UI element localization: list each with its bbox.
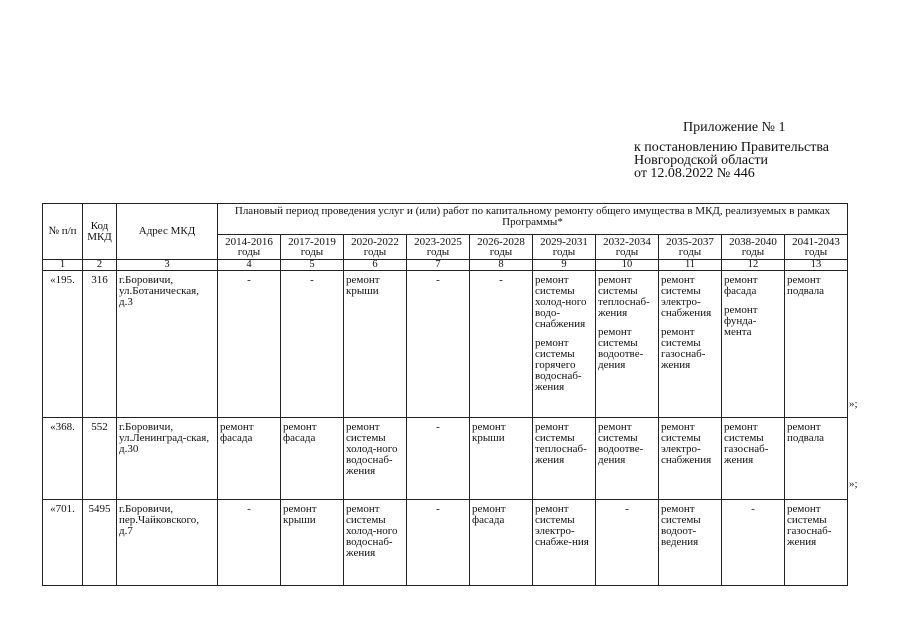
work-item: ремонт системы электро-снабжения — [661, 274, 712, 319]
work-item: ремонт фасада — [472, 503, 506, 526]
work-cell — [659, 500, 722, 586]
appendix-title: Приложение № 1 — [683, 120, 786, 135]
header-year: 2023-2025 годы — [407, 235, 470, 260]
work-item: ремонт системы водоот-ведения — [661, 503, 701, 548]
work-item: ремонт подвала — [787, 421, 825, 444]
building-address: г.Боровичи, пер.Чайковского, д.7 — [117, 500, 218, 586]
row-number: «195. — [43, 271, 83, 418]
header-number: № п/п — [43, 204, 83, 260]
work-item: - — [499, 274, 503, 286]
work-item: ремонт системы теплоснаб-жения — [535, 421, 587, 466]
work-cell — [596, 271, 659, 418]
header-address: Адрес МКД — [117, 204, 218, 260]
column-number: 5 — [281, 260, 344, 271]
row-number: «701. — [43, 500, 83, 586]
column-number: 4 — [218, 260, 281, 271]
work-cell — [281, 500, 344, 586]
header-year: 2032-2034 годы — [596, 235, 659, 260]
work-item: ремонт системы газоснаб-жения — [724, 421, 769, 466]
work-cell — [407, 500, 470, 586]
work-item: ремонт фасада — [283, 421, 317, 444]
work-cell — [470, 418, 533, 500]
work-item: - — [247, 503, 251, 515]
header-year: 2029-2031 годы — [533, 235, 596, 260]
work-item: ремонт системы водоотве-дения — [598, 421, 644, 466]
work-item: ремонт фасада — [220, 421, 254, 444]
work-cell — [722, 500, 785, 586]
work-cell — [281, 271, 344, 418]
work-item: - — [436, 503, 440, 515]
table-row — [43, 418, 848, 500]
table-row — [43, 500, 848, 586]
work-cell — [533, 271, 596, 418]
work-cell — [344, 418, 407, 500]
header-plan-period: Плановый период проведения услуг и (или) работ по капитальному ремонту общего имущества в МКД, реализуемых в рамках Программы* — [218, 204, 848, 235]
work-item: - — [751, 503, 755, 515]
work-item: ремонт системы газоснаб-жения — [661, 326, 706, 371]
work-cell — [722, 418, 785, 500]
work-cell — [281, 418, 344, 500]
resolution-reference: к постановлению Правительства Новгородской области от 12.08.2022 № 446 — [634, 140, 830, 181]
repair-schedule-table — [42, 203, 848, 586]
work-cell — [470, 500, 533, 586]
work-item: ремонт фасада — [724, 274, 758, 297]
work-item: ремонт системы горячего водоснаб-жения — [535, 337, 582, 393]
work-cell — [407, 271, 470, 418]
work-item: ремонт крыши — [472, 421, 506, 444]
work-cell — [596, 500, 659, 586]
work-item: ремонт системы теплоснаб-жения — [598, 274, 650, 319]
header-year: 2014-2016 годы — [218, 235, 281, 260]
work-item: ремонт системы газоснаб-жения — [787, 503, 832, 548]
work-item: - — [436, 274, 440, 286]
header-year: 2017-2019 годы — [281, 235, 344, 260]
work-cell — [785, 271, 848, 418]
column-number: 7 — [407, 260, 470, 271]
work-cell — [218, 271, 281, 418]
work-cell — [533, 418, 596, 500]
work-item: ремонт системы водоотве-дения — [598, 326, 644, 371]
work-item: ремонт фунда-мента — [724, 304, 758, 338]
work-item: ремонт системы холод-ного водоснаб-жения — [346, 503, 398, 559]
row-closing-mark: »; — [849, 398, 858, 410]
header-year: 2038-2040 годы — [722, 235, 785, 260]
header-year: 2035-2037 годы — [659, 235, 722, 260]
work-cell — [407, 418, 470, 500]
work-item: ремонт системы холод-ного водоснаб-жения — [346, 421, 398, 477]
column-number: 11 — [659, 260, 722, 271]
work-item: - — [247, 274, 251, 286]
work-cell — [344, 271, 407, 418]
work-item: ремонт системы электро-снабже-ния — [535, 503, 589, 548]
building-code: 316 — [83, 271, 117, 418]
work-cell — [659, 418, 722, 500]
work-cell — [596, 418, 659, 500]
work-cell — [470, 271, 533, 418]
work-item: ремонт подвала — [787, 274, 825, 297]
table-row — [43, 271, 848, 418]
work-cell — [533, 500, 596, 586]
work-cell — [218, 418, 281, 500]
building-address: г.Боровичи, ул.Ленинград-ская, д.30 — [117, 418, 218, 500]
work-cell — [659, 271, 722, 418]
header-year: 2041-2043 годы — [785, 235, 848, 260]
work-item: - — [625, 503, 629, 515]
column-number: 2 — [83, 260, 117, 271]
header-year: 2026-2028 годы — [470, 235, 533, 260]
work-cell — [785, 418, 848, 500]
work-cell — [785, 500, 848, 586]
work-item: ремонт крыши — [283, 503, 317, 526]
work-item: ремонт крыши — [346, 274, 380, 297]
work-cell — [722, 271, 785, 418]
building-code: 5495 — [83, 500, 117, 586]
work-item: ремонт системы электро-снабжения — [661, 421, 712, 466]
column-number: 1 — [43, 260, 83, 271]
building-code: 552 — [83, 418, 117, 500]
column-number: 8 — [470, 260, 533, 271]
row-number: «368. — [43, 418, 83, 500]
building-address: г.Боровичи, ул.Ботаническая, д.3 — [117, 271, 218, 418]
work-cell — [344, 500, 407, 586]
work-cell — [218, 500, 281, 586]
column-number: 3 — [117, 260, 218, 271]
column-number: 12 — [722, 260, 785, 271]
work-item: ремонт системы холод-ного водо-снабжения — [535, 274, 587, 330]
column-number: 10 — [596, 260, 659, 271]
column-number: 6 — [344, 260, 407, 271]
column-number: 13 — [785, 260, 848, 271]
header-year: 2020-2022 годы — [344, 235, 407, 260]
column-number: 9 — [533, 260, 596, 271]
work-item: - — [436, 421, 440, 433]
row-closing-mark: »; — [849, 478, 858, 490]
work-item: - — [310, 274, 314, 286]
header-code: Код МКД — [83, 204, 117, 260]
